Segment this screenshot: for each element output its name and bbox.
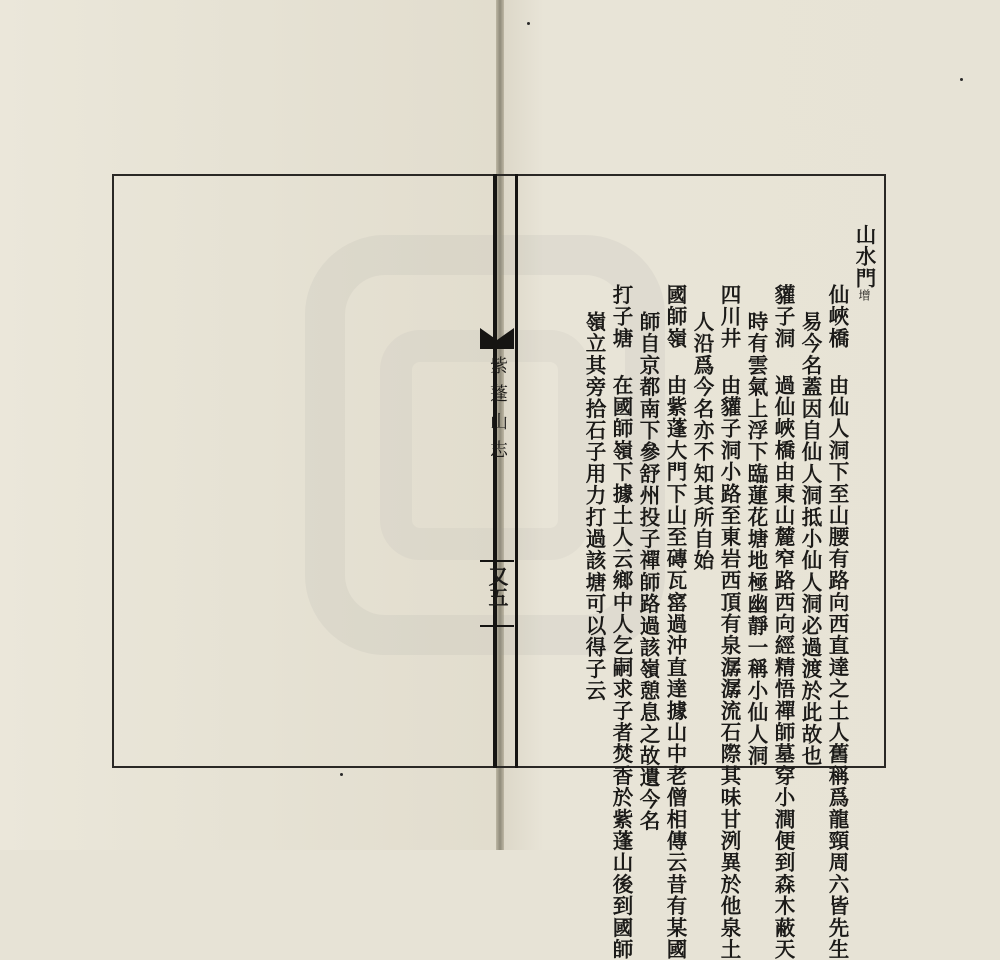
folio-rule-bottom [480, 625, 514, 627]
text-column-1: 仙峽橋 由仙人洞下至山腰有路向西直達之土人舊稱爲龍頸周六皆先生 [825, 284, 849, 960]
text-column-9: 打子塘 在國師嶺下據土人云鄉中人乞嗣求子者焚香於紫蓬山後到國師 [609, 284, 633, 960]
text-column-3: 貛子洞 過仙峽橋由東山麓窄路西向經精悟禪師墓穿小澗便到森木蔽天 [771, 284, 795, 960]
center-bar-right [515, 174, 518, 768]
text-column-5: 四川井 由貛子洞小路至東岩西頂有泉潺潺流石際其味甘洌異於他泉土 [717, 284, 741, 960]
fishtail-rule [480, 348, 514, 349]
section-heading [850, 224, 877, 302]
text-column-7: 國師嶺 由紫蓬大門下山至磚瓦窰過沖直達據山中老僧相傳云昔有某國 [663, 284, 687, 960]
spine-title: 紫蓬山志 [487, 356, 508, 468]
text-column-10: 嶺立其旁拾石子用力打過該塘可以得子云 [582, 311, 606, 702]
folio-rule-top [480, 560, 514, 562]
paper-spot [340, 773, 343, 776]
text-column-2: 易今名蓋因自仙人洞抵小仙人洞必過渡於此故也 [798, 311, 822, 767]
section-heading-note: 增 [857, 289, 871, 303]
text-column-6: 人沿爲今名亦不知其所自始 [690, 311, 714, 572]
center-bar-left [493, 174, 497, 768]
paper-spot [527, 22, 530, 25]
folio-number: 又五 [485, 566, 509, 608]
text-column-8: 師自京都南下參舒州投子禪師路過該嶺憩息之故遺今名 [636, 311, 660, 832]
section-heading-text: 山水門 [852, 224, 876, 290]
text-column-4: 時有雲氣上浮下臨蓮花塘地極幽靜一稱小仙人洞 [744, 311, 768, 767]
paper-spot [960, 78, 963, 81]
